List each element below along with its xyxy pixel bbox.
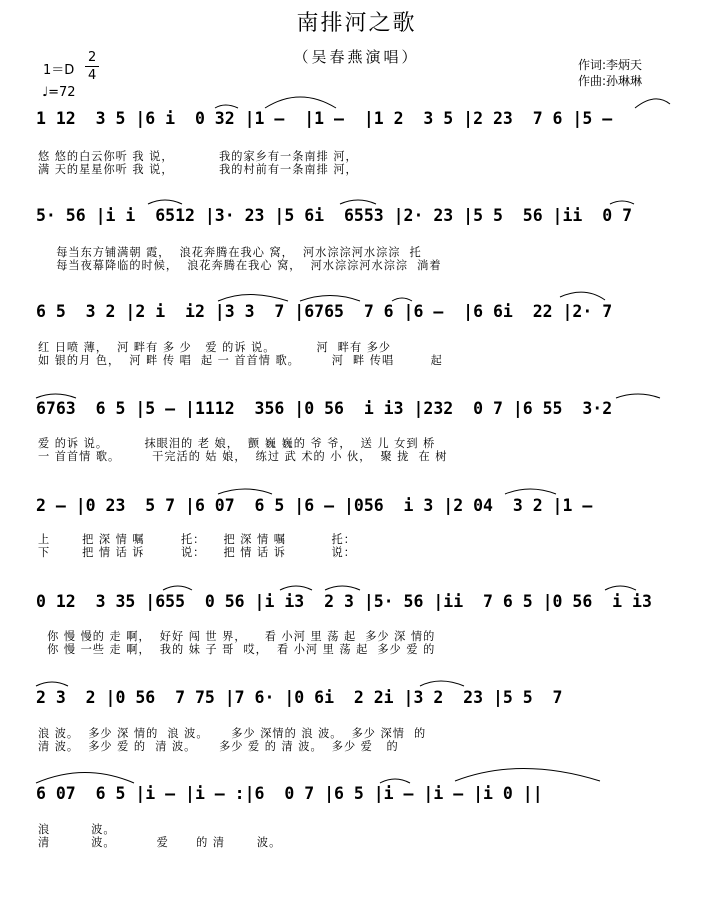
singer-subtitle: （吴春燕演唱）	[293, 48, 420, 66]
slur-arc	[392, 298, 412, 301]
lyric-verse2-line-7: 清 波。 多少 爱 的 清 波。 多少 爱 的 清 波。 多少 爱 的	[38, 740, 399, 753]
slur-arc	[340, 200, 376, 204]
slur-arc	[163, 586, 192, 590]
notation-line-5: 2 – |0 23 5 7 |6 07 6 5 |6 – |056 i 3 |2 04 3 2 |1 –	[36, 496, 593, 515]
slur-arc	[380, 779, 410, 783]
lyric-verse1-line-3: 红 日喷 薄， 河 畔有 多 少 爱 的诉 说。 河 畔有 多少	[38, 341, 392, 354]
lyric-verse1-line-5: 上 把 深 情 嘱 托： 把 深 情 嘱 托：	[38, 533, 356, 546]
slur-arc	[616, 394, 660, 398]
slur-arc	[280, 586, 312, 590]
tie-arc	[455, 769, 600, 782]
lyric-verse1-line-6: 你 慢 慢的 走 啊， 好好 闯 世 界， 看 小河 里 荡 起 多少 深 情的	[38, 630, 436, 643]
slur-arc	[605, 586, 636, 590]
slur-arc	[325, 586, 360, 590]
slur-arc	[36, 773, 134, 784]
slur-arc	[420, 681, 464, 686]
slur-arc	[36, 394, 76, 398]
slur-arc	[560, 292, 605, 300]
slur-arc	[505, 489, 556, 494]
lyric-verse2-line-8: 清 波。 爱 的 清 波。	[38, 836, 282, 849]
lyric-verse2-line-4: 一 首首情 歌。 干完活的 姑 娘， 练过 武 术的 小 伙， 聚 拢 在 树	[38, 450, 448, 463]
slur-arc	[218, 489, 272, 494]
time-signature-bottom: 4	[88, 68, 97, 83]
slur-arc	[215, 105, 238, 108]
notation-line-1: 1 12 3 5 |6 i 0 32 |1 – |1 – |1 2 3 5 |2 23 7 6 |5 –	[36, 109, 613, 128]
composer-credit: 作曲:孙琳琳	[578, 74, 643, 88]
lyric-verse1-line-2: 每当东方铺满朝 霞， 浪花奔腾在我心 窝， 河水淙淙河水淙淙 托	[38, 246, 422, 259]
slur-arc	[148, 200, 182, 204]
time-signature-top: 2	[88, 50, 97, 65]
slur-arc	[610, 201, 634, 204]
lyric-verse2-line-3: 如 银的月 色， 河 畔 传 唱 起 一 首首情 歌。 河 畔 传唱 起	[38, 354, 443, 367]
notation-line-4: 6763 6 5 |5 – |1112 356 |0 56 i i3 |232 0 7 |6 55 3·2	[36, 399, 613, 418]
tie-arc	[265, 97, 336, 108]
key-signature: 1＝D	[43, 63, 75, 78]
tie-arc	[635, 99, 670, 108]
lyric-verse2-line-2: 每当夜幕降临的时候， 浪花奔腾在我心 窝， 河水淙淙河水淙淙 淌着	[38, 259, 442, 272]
notation-line-8: 6 07 6 5 |i – |i – :|6 0 7 |6 5 |i – |i – |i 0 ||	[36, 784, 543, 803]
notation-line-2: 5· 56 |i i 6512 |3· 23 |5 6i 6553 |2· 23 |5 5 56 |ii 0 7	[36, 206, 633, 225]
lyricist-credit: 作词:李炳天	[578, 58, 643, 72]
notation-line-3: 6 5 3 2 |2 i i2 |3 3 7 |6765 7 6 |6 – |6 6i 22 |2· 7	[36, 302, 613, 321]
notation-line-7: 2 3 2 |0 56 7 75 |7 6· |0 6i 2 2i |3 2 23 |5 5 7	[36, 688, 563, 707]
lyric-verse1-line-8: 浪 波。	[38, 823, 116, 836]
slur-arc	[300, 296, 360, 302]
lyric-verse2-line-1: 满 天的星星你听 我 说， 我的村前有一条南排 河，	[38, 163, 358, 176]
lyric-verse1-line-7: 浪 波。 多少 深 情的 浪 波。 多少 深情的 浪 波。 多少 深情 的	[38, 727, 427, 740]
notation-line-6: 0 12 3 35 |655 0 56 |i i3 2 3 |5· 56 |ii 7 6 5 |0 56 i i3	[36, 592, 652, 611]
lyric-verse2-line-6: 你 慢 一些 走 啊， 我的 妹 子 哥 哎， 看 小河 里 荡 起 多少 爱 的	[38, 643, 436, 656]
slur-arc	[36, 682, 68, 686]
song-title: 南排河之歌	[296, 11, 417, 36]
lyric-verse2-line-5: 下 把 情 话 诉 说： 把 情 话 诉 说：	[38, 546, 356, 559]
tempo-marking: ♩=72	[42, 85, 76, 100]
lyric-verse1-line-4: 爱 的诉 说。 抹眼泪的 老 娘， 颤 巍 巍的 爷 爷， 送 儿 女到 桥	[38, 437, 436, 450]
lyric-verse1-line-1: 悠 悠的白云你听 我 说， 我的家乡有一条南排 河，	[38, 150, 358, 163]
slur-arc	[218, 295, 288, 302]
